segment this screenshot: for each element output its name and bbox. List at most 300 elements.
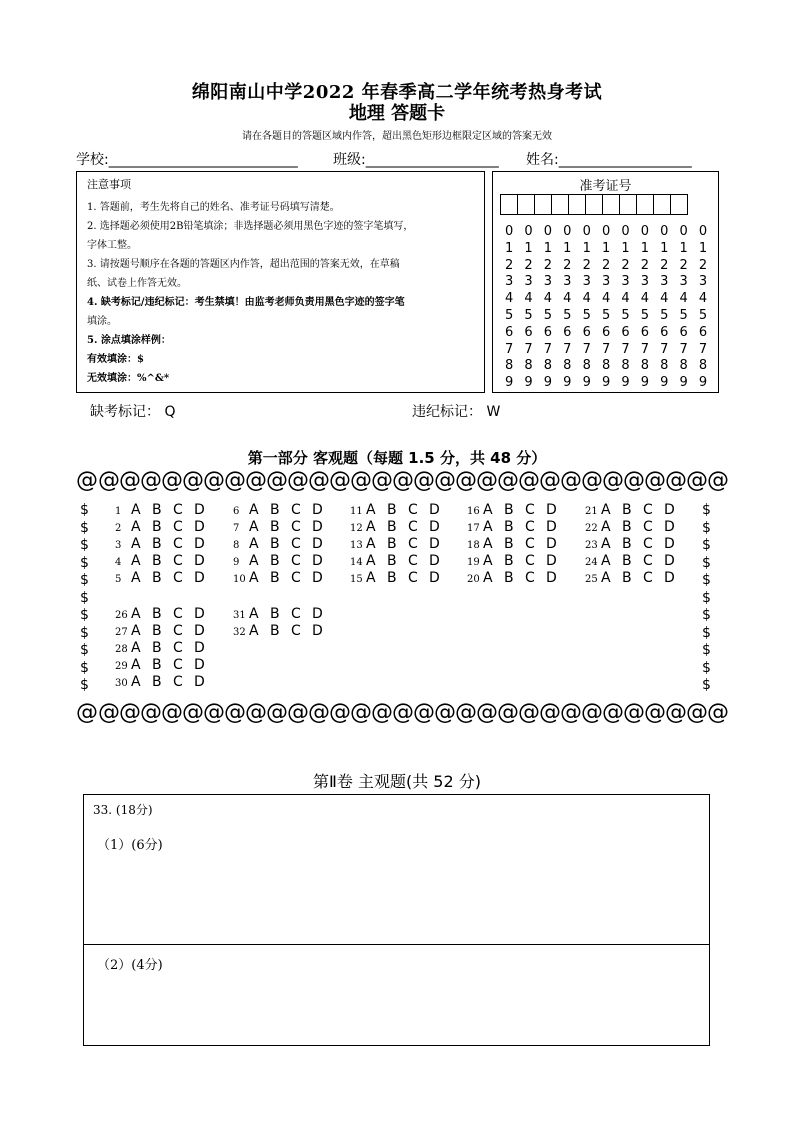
ticket-cell[interactable]: [653, 194, 671, 215]
dollar-column-right: [702, 502, 711, 695]
ticket-digit-bubble[interactable]: 7: [621, 341, 630, 357]
option-bubble-b[interactable]: B: [504, 553, 514, 569]
ticket-digit-bubble[interactable]: 4: [505, 291, 514, 307]
option-bubble-b[interactable]: B: [504, 502, 514, 518]
question-item: [115, 536, 215, 554]
dollar-marker: $: [702, 624, 711, 641]
ticket-cell[interactable]: [568, 194, 586, 215]
option-bubble-b[interactable]: B: [504, 570, 514, 586]
ticket-digit-bubble[interactable]: 7: [698, 341, 708, 357]
option-bubble-d[interactable]: D: [546, 536, 557, 552]
ticket-digit-bubble[interactable]: 3: [563, 274, 572, 290]
option-bubble-c[interactable]: C: [291, 553, 301, 569]
dollar-column-left: [80, 502, 89, 695]
ticket-digit-bubble[interactable]: 5: [698, 307, 708, 323]
ticket-digit-bubble[interactable]: 4: [524, 291, 533, 307]
option-bubble-c[interactable]: C: [408, 519, 418, 535]
ticket-digit-bubble[interactable]: 9: [698, 375, 708, 391]
ticket-digit-bubble[interactable]: 7: [601, 341, 611, 357]
question-item: [233, 502, 333, 520]
ticket-digit-bubble[interactable]: 4: [660, 291, 669, 307]
ticket-digit-bubble[interactable]: 7: [660, 341, 669, 357]
ticket-digit-bubble[interactable]: 7: [679, 341, 688, 357]
ticket-digit-bubble[interactable]: 6: [524, 324, 533, 340]
option-bubble-a[interactable]: A: [131, 657, 141, 673]
option-bubble-c[interactable]: C: [173, 519, 183, 535]
question-number: 10: [233, 574, 246, 585]
option-bubble-b[interactable]: B: [270, 606, 280, 622]
option-bubble-b[interactable]: B: [622, 570, 632, 586]
ticket-digit-row: [505, 258, 718, 275]
ticket-digit-bubble[interactable]: 8: [563, 358, 572, 374]
ticket-digit-bubble[interactable]: 9: [660, 375, 669, 391]
ticket-digit-row: [505, 224, 718, 241]
option-bubble-a[interactable]: A: [249, 570, 259, 586]
question-number: 29: [115, 661, 128, 672]
option-bubble-a[interactable]: A: [131, 640, 141, 656]
option-bubble-d[interactable]: D: [664, 570, 675, 586]
option-bubble-a[interactable]: A: [131, 570, 141, 586]
option-bubble-b[interactable]: B: [387, 519, 397, 535]
ticket-digit-bubble[interactable]: 4: [601, 291, 611, 307]
question-33-answer-box[interactable]: [83, 794, 710, 1046]
question-item: [585, 553, 685, 571]
ticket-digit-bubble[interactable]: 9: [679, 375, 688, 391]
ticket-digit-bubble[interactable]: 3: [679, 274, 688, 290]
ticket-digit-bubble[interactable]: 6: [601, 324, 611, 340]
question-item: [585, 519, 685, 537]
option-bubble-a[interactable]: A: [601, 502, 611, 518]
ticket-digit-bubble[interactable]: 0: [524, 224, 533, 239]
option-bubble-d[interactable]: D: [546, 502, 557, 518]
ticket-digit-bubble[interactable]: 8: [698, 358, 708, 374]
ticket-digit-bubble[interactable]: 8: [543, 358, 553, 374]
option-bubble-c[interactable]: C: [291, 570, 301, 586]
question-item: [233, 519, 333, 537]
ticket-digit-bubble[interactable]: 1: [582, 240, 591, 256]
option-bubble-d[interactable]: D: [194, 570, 205, 586]
option-bubble-d[interactable]: D: [664, 553, 675, 569]
option-bubble-a[interactable]: A: [366, 570, 376, 586]
ticket-digit-bubble[interactable]: 6: [660, 324, 669, 340]
option-bubble-b[interactable]: B: [270, 570, 280, 586]
option-bubble-d[interactable]: D: [546, 553, 557, 569]
ticket-digit-bubble[interactable]: 7: [640, 341, 650, 357]
ticket-digit-bubble[interactable]: 0: [698, 224, 708, 239]
dollar-marker: $: [702, 519, 711, 536]
ticket-digit-bubble[interactable]: 4: [543, 291, 553, 307]
ticket-cell[interactable]: [534, 194, 552, 215]
part-divider: [84, 944, 709, 945]
ticket-digit-bubble[interactable]: 2: [543, 257, 553, 273]
ticket-digit-bubble[interactable]: 1: [640, 240, 650, 256]
option-bubble-b[interactable]: B: [622, 502, 632, 518]
option-bubble-b[interactable]: B: [152, 536, 162, 552]
ticket-digit-bubble[interactable]: 5: [524, 307, 533, 323]
absent-mark[interactable]: 缺考标记： Q: [90, 404, 176, 420]
option-bubble-b[interactable]: B: [270, 502, 280, 518]
question-number: 5: [115, 574, 122, 585]
ticket-digit-bubble[interactable]: 0: [543, 224, 553, 239]
ticket-digit-bubble[interactable]: 9: [505, 375, 514, 391]
option-bubble-d[interactable]: D: [312, 623, 323, 639]
ticket-digit-bubble[interactable]: 1: [679, 240, 688, 256]
option-bubble-c[interactable]: C: [643, 553, 653, 569]
ticket-digit-bubble[interactable]: 8: [679, 358, 688, 374]
ticket-digit-bubble[interactable]: 8: [524, 358, 533, 374]
option-bubble-c[interactable]: C: [173, 657, 183, 673]
ticket-digit-bubble[interactable]: 1: [505, 240, 514, 256]
option-bubble-a[interactable]: A: [249, 606, 259, 622]
option-bubble-d[interactable]: D: [429, 536, 440, 552]
ticket-digit-bubble[interactable]: 1: [524, 240, 533, 256]
option-bubble-c[interactable]: C: [291, 623, 301, 639]
question-number: 26: [115, 610, 128, 621]
ticket-digit-bubble[interactable]: 0: [601, 224, 611, 239]
option-bubble-c[interactable]: C: [291, 606, 301, 622]
option-bubble-c[interactable]: C: [173, 570, 183, 586]
ticket-digit-bubble[interactable]: 4: [563, 291, 572, 307]
option-bubble-b[interactable]: B: [152, 657, 162, 673]
class-field[interactable]: 班级:___________________: [333, 152, 499, 168]
ticket-digit-bubble[interactable]: 4: [679, 291, 688, 307]
ticket-digit-bubble[interactable]: 9: [621, 375, 630, 391]
objective-section-title: 第一部分 客观题（每题 1.5 分，共 48 分）: [247, 449, 547, 467]
ticket-digit-bubble[interactable]: 6: [543, 324, 553, 340]
question-number: 32: [233, 627, 246, 638]
option-bubble-b[interactable]: B: [622, 553, 632, 569]
ticket-digit-bubble[interactable]: 1: [698, 240, 708, 256]
ticket-digit-bubble[interactable]: 2: [660, 257, 669, 273]
ticket-digit-bubble[interactable]: 4: [698, 291, 708, 307]
option-bubble-c[interactable]: C: [525, 570, 535, 586]
notice-box: [76, 171, 485, 393]
option-bubble-d[interactable]: D: [429, 553, 440, 569]
ticket-digit-bubble[interactable]: 5: [621, 307, 630, 323]
option-bubble-a[interactable]: A: [249, 623, 259, 639]
ticket-digit-bubble[interactable]: 6: [640, 324, 650, 340]
option-bubble-a[interactable]: A: [483, 553, 493, 569]
option-bubble-d[interactable]: D: [194, 623, 205, 639]
option-bubble-d[interactable]: D: [194, 519, 205, 535]
option-bubble-d[interactable]: D: [664, 536, 675, 552]
ticket-digit-bubble[interactable]: 5: [505, 307, 514, 323]
part-1-label: （1）(6分): [97, 838, 163, 853]
name-field[interactable]: 姓名:___________________: [526, 152, 692, 168]
option-bubble-d[interactable]: D: [312, 536, 323, 552]
ticket-digit-bubble[interactable]: 3: [543, 274, 553, 290]
question-number: 9: [233, 557, 240, 568]
violation-mark[interactable]: 违纪标记： W: [412, 404, 501, 420]
ticket-digit-bubble[interactable]: 5: [679, 307, 688, 323]
ticket-digit-bubble[interactable]: 6: [582, 324, 591, 340]
option-bubble-a[interactable]: A: [483, 536, 493, 552]
option-bubble-b[interactable]: B: [504, 536, 514, 552]
question-number: 25: [585, 574, 598, 585]
ticket-digit-bubble[interactable]: 3: [505, 274, 514, 290]
ticket-digit-bubble[interactable]: 9: [563, 375, 572, 391]
option-bubble-a[interactable]: A: [131, 623, 141, 639]
ticket-digit-bubble[interactable]: 8: [621, 358, 630, 374]
ticket-digit-bubble[interactable]: 7: [563, 341, 572, 357]
option-bubble-b[interactable]: B: [270, 623, 280, 639]
option-bubble-c[interactable]: C: [173, 606, 183, 622]
option-bubble-c[interactable]: C: [408, 536, 418, 552]
option-bubble-a[interactable]: A: [131, 519, 141, 535]
option-bubble-c[interactable]: C: [173, 536, 183, 552]
ticket-digit-bubble[interactable]: 9: [582, 375, 591, 391]
ticket-digit-bubble[interactable]: 2: [601, 257, 611, 273]
dollar-marker: $: [80, 554, 89, 571]
option-bubble-d[interactable]: D: [194, 606, 205, 622]
question-number: 23: [585, 540, 598, 551]
option-bubble-a[interactable]: A: [601, 570, 611, 586]
option-bubble-b[interactable]: B: [387, 502, 397, 518]
ticket-digit-bubble[interactable]: 1: [621, 240, 630, 256]
ticket-digit-bubble[interactable]: 2: [582, 257, 591, 273]
option-bubble-c[interactable]: C: [173, 623, 183, 639]
ticket-digit-bubble[interactable]: 0: [505, 224, 514, 239]
option-bubble-d[interactable]: D: [194, 553, 205, 569]
school-field[interactable]: 学校:___________________________: [76, 152, 298, 168]
ticket-digit-bubble[interactable]: 2: [563, 257, 572, 273]
ticket-digit-bubble[interactable]: 7: [505, 341, 514, 357]
option-bubble-a[interactable]: A: [366, 502, 376, 518]
option-bubble-d[interactable]: D: [546, 570, 557, 586]
ticket-digit-bubble[interactable]: 9: [524, 375, 533, 391]
question-item: [115, 553, 215, 571]
ticket-digit-bubble[interactable]: 7: [582, 341, 591, 357]
ticket-digit-bubble[interactable]: 1: [660, 240, 669, 256]
ticket-digit-bubble[interactable]: 3: [660, 274, 669, 290]
option-bubble-d[interactable]: D: [429, 502, 440, 518]
option-bubble-c[interactable]: C: [643, 519, 653, 535]
ticket-digit-bubble[interactable]: 7: [543, 341, 553, 357]
option-bubble-a[interactable]: A: [483, 570, 493, 586]
option-bubble-c[interactable]: C: [173, 553, 183, 569]
option-bubble-c[interactable]: C: [173, 640, 183, 656]
ticket-digit-bubble[interactable]: 6: [563, 324, 572, 340]
dollar-marker: $: [702, 589, 711, 606]
option-bubble-a[interactable]: A: [483, 519, 493, 535]
dollar-marker: $: [80, 589, 89, 606]
ticket-digit-bubble[interactable]: 3: [621, 274, 630, 290]
ticket-digit-bubble[interactable]: 5: [582, 307, 591, 323]
ticket-digit-bubble[interactable]: 2: [679, 257, 688, 273]
question-item: [467, 519, 567, 537]
option-bubble-b[interactable]: B: [387, 570, 397, 586]
ticket-cell[interactable]: [619, 194, 637, 215]
option-bubble-a[interactable]: A: [249, 536, 259, 552]
ticket-digit-bubble[interactable]: 8: [505, 358, 514, 374]
ticket-digit-bubble[interactable]: 9: [640, 375, 650, 391]
border-right: @: [707, 700, 729, 725]
option-bubble-c[interactable]: C: [291, 502, 301, 518]
ticket-digit-bubble[interactable]: 3: [601, 274, 611, 290]
dollar-marker: $: [702, 677, 711, 693]
option-bubble-a[interactable]: A: [131, 536, 141, 552]
option-bubble-a[interactable]: A: [601, 519, 611, 535]
option-bubble-d[interactable]: D: [546, 519, 557, 535]
option-bubble-c[interactable]: C: [408, 502, 418, 518]
ticket-cell[interactable]: [517, 194, 535, 215]
ticket-cell[interactable]: [636, 194, 654, 215]
option-bubble-d[interactable]: D: [194, 674, 205, 690]
ticket-digit-bubble[interactable]: 5: [660, 307, 669, 323]
option-bubble-c[interactable]: C: [525, 519, 535, 535]
option-bubble-c[interactable]: C: [525, 553, 535, 569]
option-bubble-d[interactable]: D: [312, 570, 323, 586]
option-bubble-b[interactable]: B: [152, 502, 162, 518]
ticket-digit-bubble[interactable]: 0: [640, 224, 650, 239]
ticket-cell[interactable]: [551, 194, 569, 215]
ticket-cell[interactable]: [585, 194, 603, 215]
option-bubble-a[interactable]: A: [366, 536, 376, 552]
option-bubble-a[interactable]: A: [131, 606, 141, 622]
option-bubble-b[interactable]: B: [270, 536, 280, 552]
option-bubble-a[interactable]: A: [131, 674, 141, 690]
option-bubble-d[interactable]: D: [194, 502, 205, 518]
ticket-cell[interactable]: [670, 194, 688, 215]
option-bubble-b[interactable]: B: [387, 553, 397, 569]
dollar-marker: $: [80, 537, 89, 553]
option-bubble-d[interactable]: D: [312, 519, 323, 535]
ticket-cell[interactable]: [500, 194, 518, 215]
option-bubble-b[interactable]: B: [152, 623, 162, 639]
question-number: 6: [233, 506, 240, 517]
ticket-digit-bubble[interactable]: 9: [543, 375, 553, 391]
ticket-digit-bubble[interactable]: 0: [621, 224, 630, 239]
option-bubble-a[interactable]: A: [601, 536, 611, 552]
ticket-digit-bubble[interactable]: 1: [543, 240, 553, 256]
option-bubble-d[interactable]: D: [664, 519, 675, 535]
option-bubble-c[interactable]: C: [643, 536, 653, 552]
ticket-digit-bubble[interactable]: 6: [621, 324, 630, 340]
option-bubble-c[interactable]: C: [643, 570, 653, 586]
question-number: 4: [115, 557, 122, 568]
ticket-digit-bubble[interactable]: 2: [524, 257, 533, 273]
option-bubble-c[interactable]: C: [291, 519, 301, 535]
ticket-digit-bubble[interactable]: 3: [640, 274, 650, 290]
option-bubble-c[interactable]: C: [408, 570, 418, 586]
option-bubble-c[interactable]: C: [291, 536, 301, 552]
ticket-cell[interactable]: [602, 194, 620, 215]
option-bubble-b[interactable]: B: [152, 674, 162, 690]
option-bubble-a[interactable]: A: [366, 553, 376, 569]
ticket-digit-bubble[interactable]: 2: [698, 257, 708, 273]
option-bubble-a[interactable]: A: [483, 502, 493, 518]
ticket-digit-bubble[interactable]: 4: [582, 291, 591, 307]
ticket-digit-row: [505, 241, 718, 258]
option-bubble-b[interactable]: B: [152, 519, 162, 535]
option-bubble-b[interactable]: B: [387, 536, 397, 552]
option-bubble-d[interactable]: D: [312, 553, 323, 569]
option-bubble-d[interactable]: D: [429, 570, 440, 586]
option-bubble-d[interactable]: D: [429, 519, 440, 535]
ticket-digit-bubble[interactable]: 1: [563, 240, 572, 256]
option-bubble-b[interactable]: B: [152, 606, 162, 622]
ticket-label: 准考证号: [579, 179, 632, 194]
option-bubble-d[interactable]: D: [312, 502, 323, 518]
ticket-digit-bubble[interactable]: 5: [640, 307, 650, 323]
option-bubble-a[interactable]: A: [366, 519, 376, 535]
question-item: [115, 570, 215, 588]
question-number: 3: [115, 540, 122, 551]
ticket-digit-bubble[interactable]: 3: [582, 274, 591, 290]
ticket-digit-bubble[interactable]: 8: [640, 358, 650, 374]
option-bubble-c[interactable]: C: [525, 536, 535, 552]
ticket-digit-bubble[interactable]: 4: [640, 291, 650, 307]
option-bubble-d[interactable]: D: [664, 502, 675, 518]
ticket-digit-bubble[interactable]: 3: [524, 274, 533, 290]
ticket-digit-bubble[interactable]: 8: [601, 358, 611, 374]
option-bubble-b[interactable]: B: [152, 640, 162, 656]
option-bubble-a[interactable]: A: [131, 553, 141, 569]
dollar-marker: $: [80, 572, 89, 588]
ticket-digit-bubble[interactable]: 6: [505, 324, 514, 340]
ticket-digit-bubble[interactable]: 4: [621, 291, 630, 307]
option-bubble-b[interactable]: B: [504, 519, 514, 535]
option-bubble-b[interactable]: B: [152, 553, 162, 569]
question-number: 8: [233, 540, 240, 551]
option-bubble-d[interactable]: D: [194, 536, 205, 552]
option-bubble-b[interactable]: B: [622, 519, 632, 535]
question-item: [115, 606, 215, 624]
ticket-digit-bubble[interactable]: 1: [601, 240, 611, 256]
option-bubble-b[interactable]: B: [270, 519, 280, 535]
option-bubble-b[interactable]: B: [152, 570, 162, 586]
option-bubble-a[interactable]: A: [601, 553, 611, 569]
option-bubble-c[interactable]: C: [173, 502, 183, 518]
ticket-digit-bubble[interactable]: 9: [601, 375, 611, 391]
ticket-digit-bubble[interactable]: 3: [698, 274, 708, 290]
ticket-digit-bubble[interactable]: 5: [543, 307, 553, 323]
question-number: 17: [467, 523, 480, 534]
notice-line: 2. 选择题必须使用2B铅笔填涂；非选择题必须用黑色字迹的签字笔填写，: [87, 221, 414, 232]
option-bubble-d[interactable]: D: [194, 657, 205, 673]
option-bubble-a[interactable]: A: [249, 519, 259, 535]
ticket-digit-bubble[interactable]: 8: [582, 358, 591, 374]
ticket-digit-bubble[interactable]: 5: [601, 307, 611, 323]
option-bubble-a[interactable]: A: [249, 553, 259, 569]
ticket-digit-bubble[interactable]: 5: [563, 307, 572, 323]
ticket-digit-bubble[interactable]: 6: [679, 324, 688, 340]
option-bubble-a[interactable]: A: [131, 502, 141, 518]
option-bubble-d[interactable]: D: [194, 640, 205, 656]
ticket-digit-bubble[interactable]: 0: [679, 224, 688, 239]
ticket-digit-bubble[interactable]: 8: [660, 358, 669, 374]
option-bubble-c[interactable]: C: [525, 502, 535, 518]
question-number: 1: [115, 506, 122, 517]
ticket-digit-bubble[interactable]: 2: [640, 257, 650, 273]
ticket-digit-bubble[interactable]: 6: [698, 324, 708, 340]
ticket-digit-bubble[interactable]: 2: [505, 257, 514, 273]
ticket-digit-bubble[interactable]: 7: [524, 341, 533, 357]
dollar-marker: $: [80, 659, 89, 676]
option-bubble-a[interactable]: A: [249, 502, 259, 518]
ticket-digit-bubble[interactable]: 2: [621, 257, 630, 273]
option-bubble-b[interactable]: B: [622, 536, 632, 552]
ticket-digit-bubble[interactable]: 0: [660, 224, 669, 239]
ticket-digit-bubble[interactable]: 0: [563, 224, 572, 239]
option-bubble-c[interactable]: C: [643, 502, 653, 518]
option-bubble-c[interactable]: C: [408, 553, 418, 569]
ticket-digit-bubble[interactable]: 0: [582, 224, 591, 239]
option-bubble-d[interactable]: D: [312, 606, 323, 622]
option-bubble-b[interactable]: B: [270, 553, 280, 569]
option-bubble-c[interactable]: C: [173, 674, 183, 690]
question-number: 31: [233, 610, 246, 621]
